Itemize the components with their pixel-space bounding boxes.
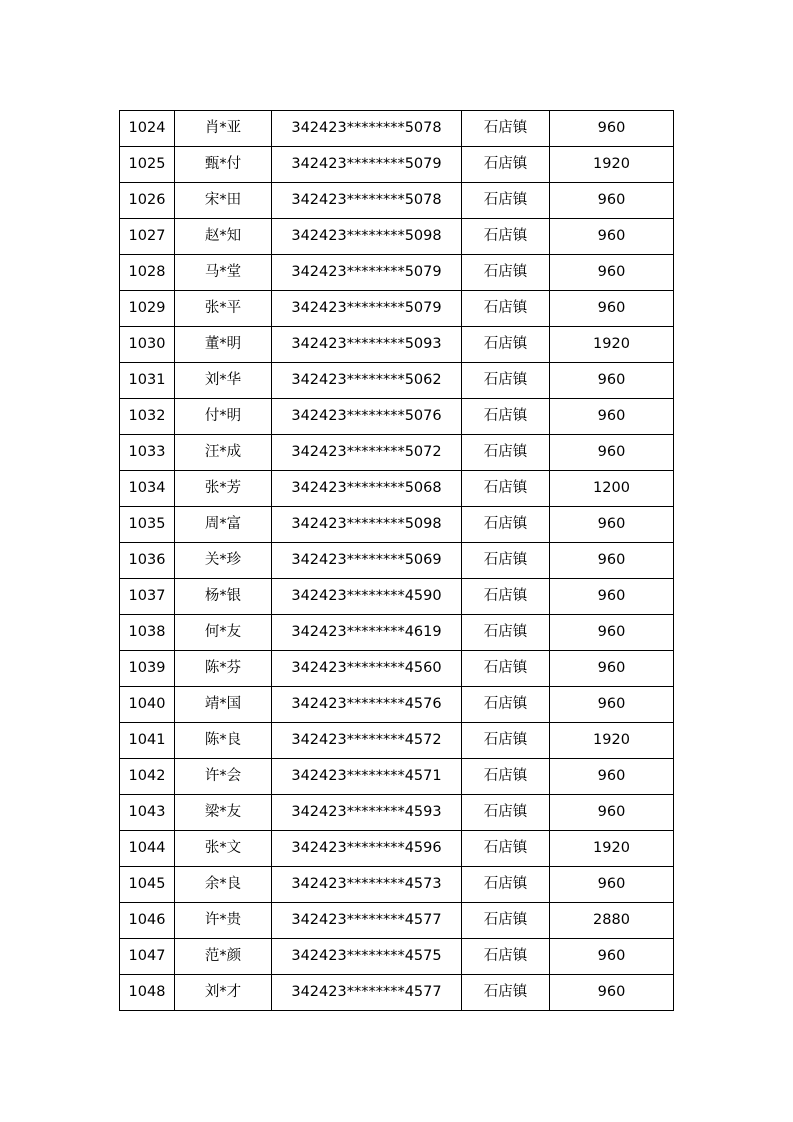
town-cell: 石店镇 [462, 831, 550, 867]
table-row [120, 939, 674, 975]
serial-number-cell: 1032 [120, 399, 175, 435]
serial-number-cell: 1033 [120, 435, 175, 471]
table-row [120, 291, 674, 327]
serial-number-cell: 1027 [120, 219, 175, 255]
table-row [120, 579, 674, 615]
table-row [120, 867, 674, 903]
id-number-cell: 342423********4596 [272, 831, 462, 867]
id-number-cell: 342423********4571 [272, 759, 462, 795]
table-row [120, 795, 674, 831]
id-number-cell: 342423********5079 [272, 291, 462, 327]
town-cell: 石店镇 [462, 615, 550, 651]
town-cell: 石店镇 [462, 147, 550, 183]
id-number-cell: 342423********5076 [272, 399, 462, 435]
serial-number-cell: 1024 [120, 111, 175, 147]
table-row [120, 147, 674, 183]
town-cell: 石店镇 [462, 219, 550, 255]
name-cell: 甄*付 [175, 147, 272, 183]
town-cell: 石店镇 [462, 291, 550, 327]
town-cell: 石店镇 [462, 651, 550, 687]
amount-cell: 1200 [550, 471, 674, 507]
table-row [120, 543, 674, 579]
id-number-cell: 342423********5078 [272, 183, 462, 219]
id-number-cell: 342423********5079 [272, 255, 462, 291]
name-cell: 张*文 [175, 831, 272, 867]
serial-number-cell: 1046 [120, 903, 175, 939]
town-cell: 石店镇 [462, 543, 550, 579]
name-cell: 周*富 [175, 507, 272, 543]
name-cell: 陈*芬 [175, 651, 272, 687]
serial-number-cell: 1043 [120, 795, 175, 831]
name-cell: 许*贵 [175, 903, 272, 939]
amount-cell: 960 [550, 255, 674, 291]
serial-number-cell: 1039 [120, 651, 175, 687]
town-cell: 石店镇 [462, 399, 550, 435]
amount-cell: 1920 [550, 723, 674, 759]
amount-cell: 960 [550, 219, 674, 255]
amount-cell: 960 [550, 795, 674, 831]
amount-cell: 1920 [550, 831, 674, 867]
town-cell: 石店镇 [462, 507, 550, 543]
serial-number-cell: 1048 [120, 975, 175, 1011]
amount-cell: 960 [550, 543, 674, 579]
amount-cell: 960 [550, 651, 674, 687]
serial-number-cell: 1045 [120, 867, 175, 903]
serial-number-cell: 1047 [120, 939, 175, 975]
serial-number-cell: 1026 [120, 183, 175, 219]
name-cell: 陈*良 [175, 723, 272, 759]
table-row [120, 327, 674, 363]
id-number-cell: 342423********4590 [272, 579, 462, 615]
table-row [120, 903, 674, 939]
amount-cell: 960 [550, 759, 674, 795]
town-cell: 石店镇 [462, 255, 550, 291]
id-number-cell: 342423********5098 [272, 507, 462, 543]
name-cell: 赵*知 [175, 219, 272, 255]
amount-cell: 960 [550, 615, 674, 651]
name-cell: 董*明 [175, 327, 272, 363]
id-number-cell: 342423********5072 [272, 435, 462, 471]
town-cell: 石店镇 [462, 183, 550, 219]
id-number-cell: 342423********5069 [272, 543, 462, 579]
table-row [120, 255, 674, 291]
id-number-cell: 342423********4572 [272, 723, 462, 759]
amount-cell: 960 [550, 975, 674, 1011]
table-row [120, 183, 674, 219]
id-number-cell: 342423********5062 [272, 363, 462, 399]
serial-number-cell: 1041 [120, 723, 175, 759]
table-row [120, 975, 674, 1011]
serial-number-cell: 1028 [120, 255, 175, 291]
id-number-cell: 342423********4576 [272, 687, 462, 723]
amount-cell: 1920 [550, 327, 674, 363]
id-number-cell: 342423********4577 [272, 903, 462, 939]
table-row [120, 435, 674, 471]
table-row [120, 507, 674, 543]
amount-cell: 960 [550, 579, 674, 615]
name-cell: 范*颜 [175, 939, 272, 975]
serial-number-cell: 1036 [120, 543, 175, 579]
serial-number-cell: 1034 [120, 471, 175, 507]
id-number-cell: 342423********5093 [272, 327, 462, 363]
amount-cell: 960 [550, 183, 674, 219]
name-cell: 张*平 [175, 291, 272, 327]
name-cell: 关*珍 [175, 543, 272, 579]
town-cell: 石店镇 [462, 975, 550, 1011]
name-cell: 张*芳 [175, 471, 272, 507]
id-number-cell: 342423********5079 [272, 147, 462, 183]
name-cell: 刘*才 [175, 975, 272, 1011]
amount-cell: 960 [550, 867, 674, 903]
amount-cell: 1920 [550, 147, 674, 183]
town-cell: 石店镇 [462, 795, 550, 831]
town-cell: 石店镇 [462, 363, 550, 399]
town-cell: 石店镇 [462, 723, 550, 759]
id-number-cell: 342423********5068 [272, 471, 462, 507]
table-row [120, 831, 674, 867]
serial-number-cell: 1040 [120, 687, 175, 723]
id-number-cell: 342423********4560 [272, 651, 462, 687]
table-row [120, 399, 674, 435]
table-row [120, 219, 674, 255]
amount-cell: 960 [550, 291, 674, 327]
table-row [120, 363, 674, 399]
name-cell: 许*会 [175, 759, 272, 795]
id-number-cell: 342423********4575 [272, 939, 462, 975]
serial-number-cell: 1042 [120, 759, 175, 795]
table-row [120, 471, 674, 507]
id-number-cell: 342423********4593 [272, 795, 462, 831]
table-row [120, 615, 674, 651]
table-row [120, 723, 674, 759]
town-cell: 石店镇 [462, 471, 550, 507]
serial-number-cell: 1038 [120, 615, 175, 651]
name-cell: 肖*亚 [175, 111, 272, 147]
id-number-cell: 342423********4619 [272, 615, 462, 651]
amount-cell: 960 [550, 687, 674, 723]
id-number-cell: 342423********4577 [272, 975, 462, 1011]
table-row [120, 651, 674, 687]
name-cell: 马*堂 [175, 255, 272, 291]
amount-cell: 960 [550, 507, 674, 543]
name-cell: 余*良 [175, 867, 272, 903]
name-cell: 何*友 [175, 615, 272, 651]
name-cell: 宋*田 [175, 183, 272, 219]
amount-cell: 2880 [550, 903, 674, 939]
town-cell: 石店镇 [462, 579, 550, 615]
amount-cell: 960 [550, 399, 674, 435]
table-body [120, 111, 674, 1011]
table-row [120, 687, 674, 723]
serial-number-cell: 1031 [120, 363, 175, 399]
name-cell: 杨*银 [175, 579, 272, 615]
id-number-cell: 342423********5078 [272, 111, 462, 147]
name-cell: 刘*华 [175, 363, 272, 399]
town-cell: 石店镇 [462, 867, 550, 903]
town-cell: 石店镇 [462, 435, 550, 471]
town-cell: 石店镇 [462, 111, 550, 147]
serial-number-cell: 1044 [120, 831, 175, 867]
name-cell: 汪*成 [175, 435, 272, 471]
table-row [120, 759, 674, 795]
serial-number-cell: 1030 [120, 327, 175, 363]
serial-number-cell: 1037 [120, 579, 175, 615]
town-cell: 石店镇 [462, 687, 550, 723]
amount-cell: 960 [550, 363, 674, 399]
town-cell: 石店镇 [462, 327, 550, 363]
amount-cell: 960 [550, 111, 674, 147]
amount-cell: 960 [550, 435, 674, 471]
name-cell: 靖*国 [175, 687, 272, 723]
table-row [120, 111, 674, 147]
id-number-cell: 342423********5098 [272, 219, 462, 255]
amount-cell: 960 [550, 939, 674, 975]
town-cell: 石店镇 [462, 903, 550, 939]
name-cell: 付*明 [175, 399, 272, 435]
subsidy-roster-table [119, 110, 674, 1011]
id-number-cell: 342423********4573 [272, 867, 462, 903]
serial-number-cell: 1025 [120, 147, 175, 183]
town-cell: 石店镇 [462, 759, 550, 795]
town-cell: 石店镇 [462, 939, 550, 975]
name-cell: 梁*友 [175, 795, 272, 831]
serial-number-cell: 1035 [120, 507, 175, 543]
serial-number-cell: 1029 [120, 291, 175, 327]
